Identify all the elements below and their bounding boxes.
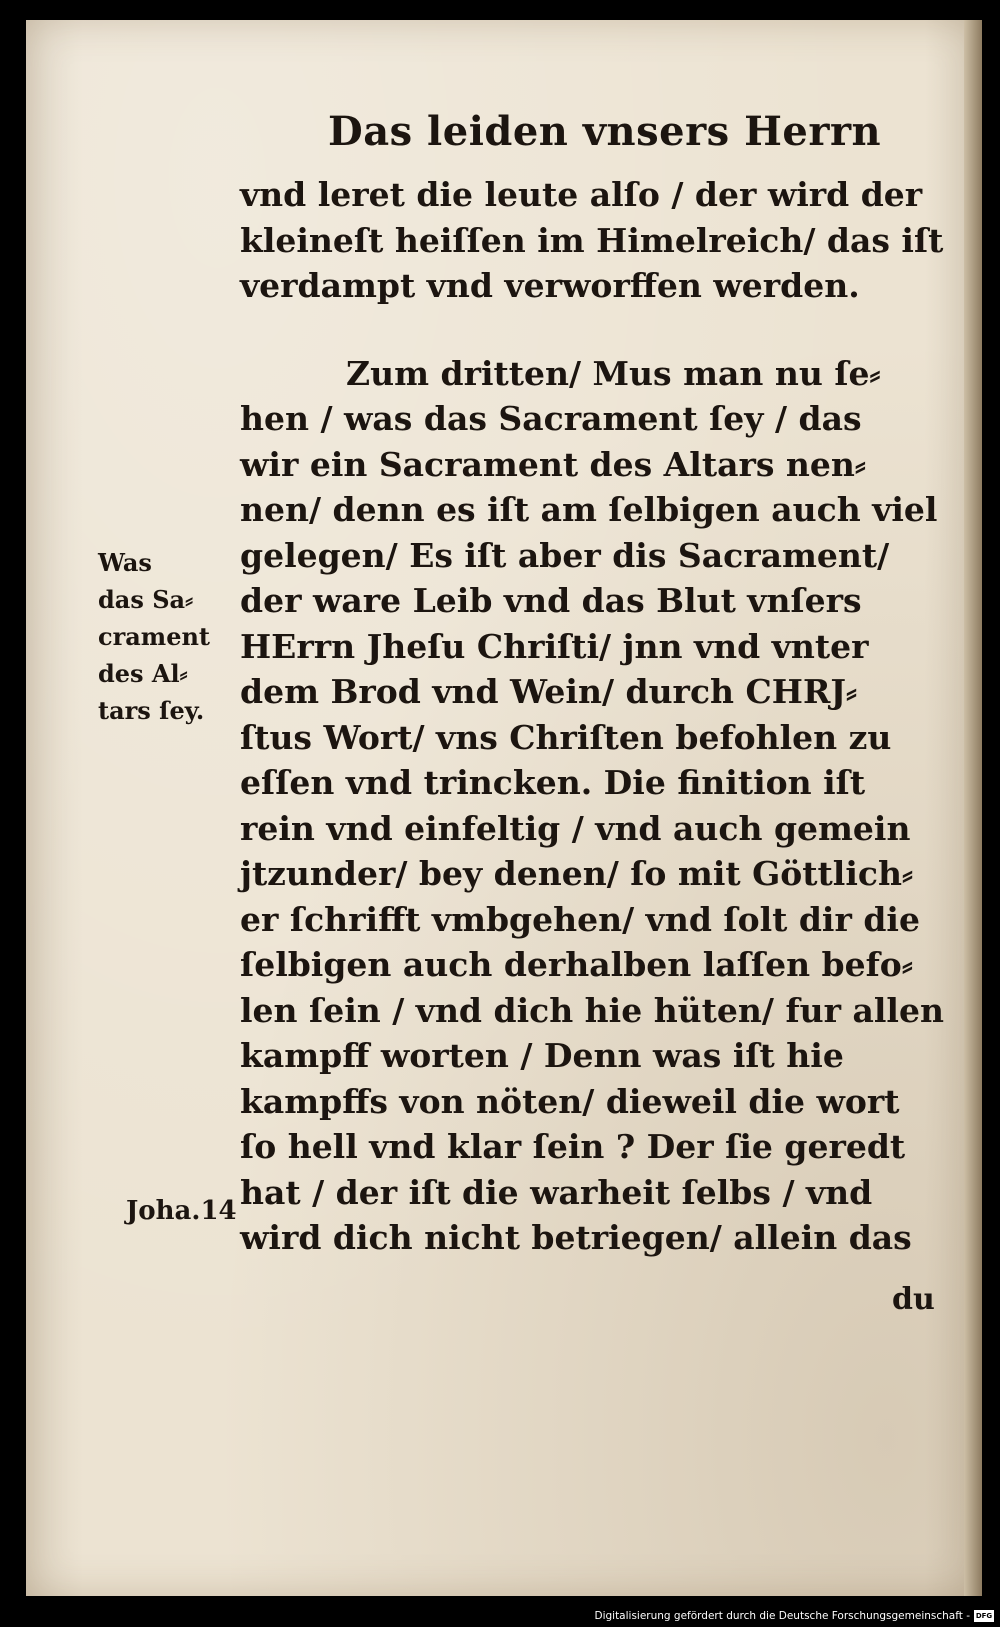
text-line: der ware Leib vnd das Blut vnſers (240, 581, 862, 620)
marginal-line: tars ſey. (98, 696, 205, 725)
text-line: kleineſt heiſſen im Himelreich/ das iſt (240, 220, 944, 260)
text-line: rein vnd einfeltig / vnd auch gemein (240, 808, 911, 848)
running-head: Das leiden vnsers Herrn (328, 108, 882, 155)
body-text (240, 172, 944, 1261)
paragraph-gap (240, 309, 940, 351)
text-line: jtzunder/ bey denen/ ſo mit Göttlich⸗ (240, 854, 913, 893)
digitization-footer (570, 1605, 1000, 1627)
text-line: hat / der iſt die warheit ſelbs / vnd (240, 1172, 873, 1212)
text-line: eſſen vnd trincken. Die finition iſt (240, 763, 866, 802)
page-edge-shadow (964, 20, 982, 1596)
text-line: len ſein / vnd dich hie hüten/ fur allen (240, 990, 944, 1030)
marginal-line: crament (98, 622, 211, 651)
text-line: vnd leret die leute alſo / der wird der (240, 175, 923, 214)
text-line: ſtus Wort/ vns Chriſten befohlen zu (240, 717, 892, 757)
text-line: ſo hell vnd klar ſein ? Der ſie geredt (240, 1127, 906, 1166)
footer-credit: Digitalisierung gefördert durch die Deutsche Forschungsgemeinschaft - (594, 1610, 970, 1622)
text-line: kampffs von nöten/ dieweil die wort (240, 1081, 900, 1121)
text-line: nen/ denn es iſt am ſelbigen auch viel (240, 490, 938, 529)
marginal-line: des Al⸗ (98, 659, 188, 688)
marginal-reference: Joha.14 (126, 1196, 237, 1226)
text-line: verdampt vnd verworffen werden. (240, 266, 860, 305)
marginal-line: das Sa⸗ (98, 585, 194, 614)
text-line: Zum dritten/ Mus man nu ſe⸗ (346, 353, 881, 393)
dfg-logo-icon: DFG (975, 1612, 993, 1620)
text-line: er ſchrifft vmbgehen/ vnd ſolt dir die (240, 899, 920, 939)
text-line: gelegen/ Es iſt aber dis Sacrament/ (240, 535, 890, 575)
text-line: kampff worten / Denn was iſt hie (240, 1036, 844, 1075)
text-line: dem Brod vnd Wein/ durch CHRJ⸗ (240, 672, 857, 711)
text-line: ſelbigen auch derhalben laſſen befo⸗ (240, 945, 913, 984)
text-line: wir ein Sacrament des Altars nen⸗ (240, 444, 866, 484)
catchword: du (892, 1282, 935, 1317)
text-line: hen / was das Sacrament ſey / das (240, 399, 862, 438)
marginal-note (98, 544, 243, 729)
text-line: HErrn Jheſu Chriſti/ jnn vnd vnter (240, 626, 869, 666)
marginal-line: Was (98, 548, 152, 577)
book-page (26, 20, 982, 1596)
text-line: wird dich nicht betriegen/ allein das (240, 1218, 912, 1257)
